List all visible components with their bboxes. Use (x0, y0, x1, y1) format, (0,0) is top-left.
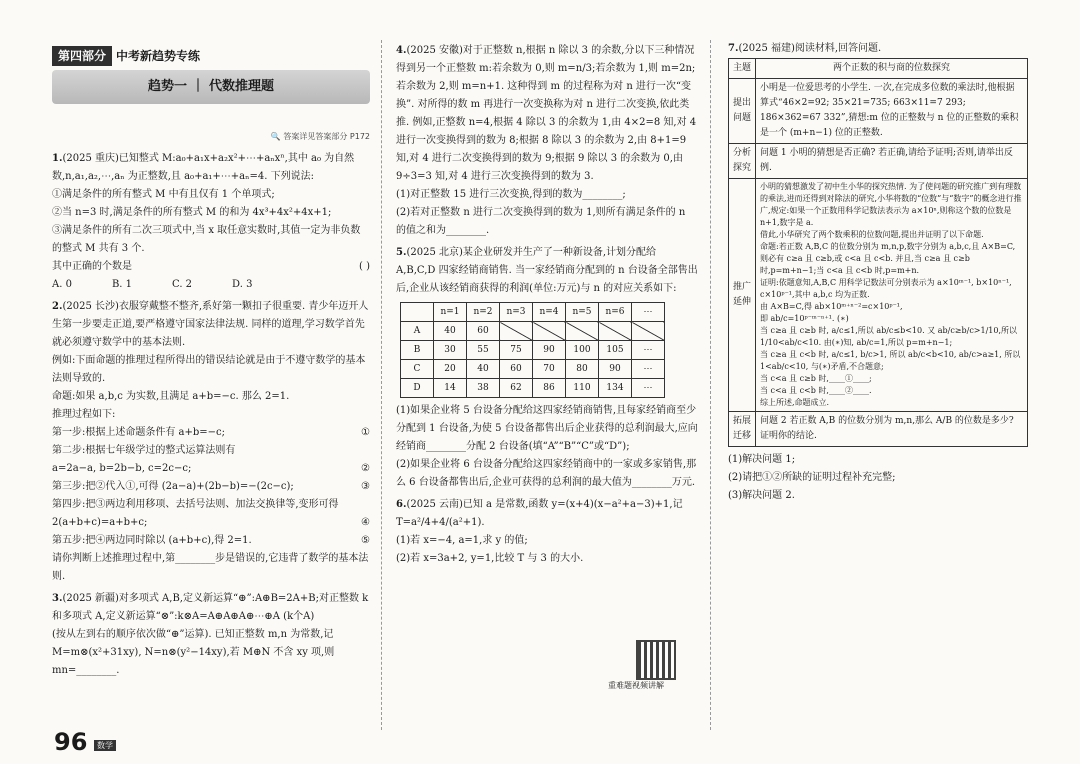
column-divider (381, 40, 382, 730)
question-1: 1.(2025 重庆)已知整式 M:a₀+a₁x+a₂x²+⋯+aₙxⁿ,其中 a₀ 为自然数,n,a₁,a₂,⋯,aₙ 为正整数,且 a₀+a₁+⋯+aₙ=4. 下列说法: ①满足条件的所有整式 M 中有且仅有 1 个单项式; ②当 n=3 时,满足条件的所有整式 M 的和为 4x³+4x²+4x+1; ③满足条件的所有二次三项式中,当 x 取任意实数时,其值一定为非负数的整式 M 共有 3 个. 其中正确的个数是 ( ) A. 0 B. 1 C. 2 D. 3 (52, 150, 370, 294)
part-title: 中考新趋势专练 (116, 49, 201, 63)
answer-reference: 🔍 答案详见答案部分 P172 (270, 132, 370, 141)
table-row: 提出问题 小明是一位爱思考的小学生. 一次,在完成多位数的乘法时,他根据算式“46×2=92; 35×21=735; 663×11=7 293; 186×362=67 332”,猜想:m 位的正整数与 n 位的正整数的乘积是一个 (m+n−1) 位的正整数. (729, 79, 1028, 144)
profit-table (400, 302, 665, 398)
table-row: A 40 60 (401, 322, 665, 341)
column-header: n=1 (434, 303, 467, 322)
table-row: 推广延伸 小明的猜想激发了初中生小华的探究热情. 为了使问题的研究推广到有理数的乘法,进而还得到对除法的研究,小华将数的“位数”与“数字”的概念进行推广,规定:如果一个正数用科学记数法表示为 a×10ⁿ,则称这个数的位数是 n+1,数字是 a. 借此,小华研究了两个数乘积的位数问题,提出并证明了以下命题. 命题:若正数 A,B,C 的位数分别为 m,n,p,数字分别为 a,b,c,且 A×B=C,则必有 c≥a 且 c≥b,或 c<a 且 c<b. 并且,当 c≥a 且 c≥b 时,p=m+n−1;当 c<a 且 c<b 时,p=m+n. 证明:依题意知,A,B,C 用科学记数法可分别表示为 a×10ᵐ⁻¹, b×10ⁿ⁻¹, c×10ᵖ⁻¹,其中 a,b,c 均为正数. 由 A×B=C,得 ab×10ᵐ⁺ⁿ⁻²=c×10ᵖ⁻¹, 即 ab/c=10ᵖ⁻ᵐ⁻ⁿ⁺¹. (∗) 当 c≥a 且 c≥b 时, a/c≤1,所以 ab/c≤b<10. 又 ab/c≥b/c>1/10,所以 1/10<ab/c<10. 由(∗)知, ab/c=1,所以 p=m+n−1; 当 c≥a 且 c<b 时, a/c≤1, b/c>1, 所以 ab/c<b<10, ab/c>a≥1, 所以 1<ab/c<10, 与(∗)矛盾,不合题意; 当 c<a 且 c≥b 时,____①____; 当 c<a 且 c<b 时,____②____. 综上所述,命题成立. (729, 179, 1028, 412)
column-header: n=3 (500, 303, 533, 322)
qr-caption: 重难题视频讲解 (608, 681, 664, 690)
table-row: C 20 40 60 70 80 90 ⋯ (401, 360, 665, 379)
column-header: n=2 (467, 303, 500, 322)
part-header (52, 46, 370, 66)
column-header: n=4 (533, 303, 566, 322)
reading-material-table (728, 58, 1028, 447)
column-header: n=6 (599, 303, 632, 322)
table-header-row (401, 303, 665, 322)
table-row: D 14 38 62 86 110 134 ⋯ (401, 379, 665, 398)
question-2: 2.(2025 长沙)衣服穿戴整不整齐,系好第一颗扣子很重要. 青少年迈开人生第一步要走正道,要严格遵守国家法律法规. 同样的道理,学习数学首先就必须遵守数学中的基本法则. 例如:下面命题的推理过程所得出的错误结论就是由于不遵守数学的基本法则导致的. 命题:如果 a,b,c 为实数,且满足 a+b=−c. 那么 2=1. 推理过程如下: 第一步:根据上述命题条件有 a+b=−c; ① 第二步:根据七年级学过的整式运算法则有 a=2a−a, b=2b−b, c=2c−c; ② 第三步:把②代入①,可得 (2a−a)+(2b−b)=−(2c−c); ③ 第四步:把③两边利用移项、去括号法则、加法交换律等,变形可得 2(a+b+c)=a+b+c; ④ 第五步:把④两边同时除以 (a+b+c),得 2=1. ⑤ 请你判断上述推理过程中,第________步是错误的,它违背了数学的基本法则. (52, 301, 370, 582)
column-header: ⋯ (632, 303, 665, 322)
qr-code-icon[interactable] (636, 640, 676, 680)
table-row: 主题 两个正数的积与商的位数探究 (729, 59, 1028, 79)
trend-title: 趋势一 ｜ 代数推理题 (52, 70, 370, 104)
question-6: 6.(2025 云南)已知 a 是常数,函数 y=(x+4)(x−a²+a−3)+1,记 T=a²/4+4/(a²+1). (1)若 x=−4, a=1,求 y 的值; (2)若 x=3a+2, y=1,比较 T 与 3 的大小. (396, 499, 683, 564)
column-header: n=5 (566, 303, 599, 322)
question-5: 5.(2025 北京)某企业研发并生产了一种新设备,计划分配给 A,B,C,D 四家经销商销售. 当一家经销商分配到的 n 台设备全部售出后,企业从该经销商获得的利润(单位:万元)与 n 的对应关系如下: n=1 n=2 n=3 n=4 n=5 n=6 ⋯ A 40 60 B 30 55 75 90 100 105 ⋯ C 20 40 60 70 80 90 ⋯ D 14 38 62 86 110 134 ⋯ (1)如果企业将 5 台设备分配给这四家经销商销售,且每家经销商至少分配到 1 台设备,为使 5 台设备都售出后企业获得的总利润最大,应向经销商________分配 2 台设备(填“A”“B”“C”或“D”); (2)如果企业将 6 台设备分配给这四家经销商中的一家或多家销售,那么 6 台设备都售出后,企业可获得的总利润的最大值为________万元. (396, 247, 698, 488)
question-3: 3.(2025 新疆)对多项式 A,B,定义新运算“⊕”:A⊕B=2A+B;对正整数 k 和多项式 A,定义新运算“⊗”:k⊗A=A⊕A⊕A⊕⋯⊕A (k个A) (按从左到右的顺序依次做“⊕”运算). 已知正整数 m,n 为常数,记 M=m⊗(x²+31xy), N=n⊗(y²−14xy),若 M⊕N 不含 xy 项,则 mn=________. (52, 593, 369, 676)
page-number: 96 (54, 728, 88, 756)
table-row: B 30 55 75 90 100 105 ⋯ (401, 341, 665, 360)
option-a: A. 0 (52, 279, 72, 290)
middle-column (396, 36, 698, 568)
subject-badge: 数学 (94, 740, 116, 751)
part-label: 第四部分 (52, 46, 112, 66)
option-b: B. 1 (111, 279, 133, 290)
section-banner (52, 46, 370, 124)
answer-options (52, 276, 370, 294)
question-4: 4.(2025 安徽)对于正整数 n,根据 n 除以 3 的余数,分以下三种情况得到另一个正整数 m:若余数为 0,则 m=n/3;若余数为 1,则 m=2n;若余数为 2,则 m=n+1. 这种得到 m 的过程称为对 n 进行一次“变换”. 对所得的数 m 再进行一次变换称为对 n 进行二次变换,依此类推. 例如,正整数 n=4,根据 4 除以 3 的余数为 1,由 4×2=8 知,对 4 进行一次变换得到的数为 8;根据 8 除以 3 的余数为 2,由 8+1=9 知,对 4 进行二次变换得到的数为 9;根据 9 除以 3 的余数为 0,由 9÷3=3 知,对 4 进行三次变换得到的数为 3. (1)对正整数 15 进行三次变换,得到的数为________; (2)若对正整数 n 进行二次变换得到的数为 1,则所有满足条件的 n 的值之和为________. (396, 45, 697, 236)
table-row: 拓展迁移 问题 2 若正数 A,B 的位数分别为 m,n,那么 A/B 的位数是多少? 证明你的结论. (729, 412, 1028, 447)
right-column (728, 36, 1028, 505)
option-c: C. 2 (172, 279, 193, 290)
option-d: D. 3 (232, 279, 253, 290)
table-row: 分析探究 问题 1 小明的猜想是否正确? 若正确,请给予证明;否则,请举出反例. (729, 144, 1028, 179)
left-column (52, 36, 370, 680)
column-divider (710, 40, 711, 730)
question-7: 7.(2025 福建)阅读材料,回答问题. 主题 两个正数的积与商的位数探究 提出问题 小明是一位爱思考的小学生. 一次,在完成多位数的乘法时,他根据算式“46×2=92; 35×21=735; 663×11=7 293; 186×362=67 332”,猜想:m 位的正整数与 n 位的正整数的乘积是一个 (m+n−1) 位的正整数. 分析探究 问题 1 小明的猜想是否正确? 若正确,请给予证明;否则,请举出反例. 推广延伸 小明的猜想激发了初中生小华的探究热情. 为了使问题的研究推广到有理数的乘法,进而还得到对除法的研究,小华将数的“位数”与“数字”的概念进行推广,规定:如果一个正数用科学记数法表示为 a×10ⁿ,则称这个数的位数是 n+1,数字是 a. 借此,小华研究了两个数乘积的位数问题,提出并证明了以下命题. 命题:若正数 A,B,C 的位数分别为 m,n,p,数字分别为 a,b,c,且 A×B=C,则必有 c≥a 且 c≥b,或 c<a 且 c<b. 并且,当 c≥a 且 c≥b 时,p=m+n−1;当 c<a 且 c<b 时,p=m+n. 证明:依题意知,A,B,C 用科学记数法可分别表示为 a×10ᵐ⁻¹, b×10ⁿ⁻¹, c×10ᵖ⁻¹,其中 a,b,c 均为正数. 由 A×B=C,得 ab×10ᵐ⁺ⁿ⁻²=c×10ᵖ⁻¹, 即 ab/c=10ᵖ⁻ᵐ⁻ⁿ⁺¹. (∗) 当 c≥a 且 c≥b 时, a/c≤1,所以 ab/c≤b<10. 又 ab/c≥b/c>1/10,所以 1/10<ab/c<10. 由(∗)知, ab/c=1,所以 p=m+n−1; 当 c≥a 且 c<b 时, a/c≤1, b/c>1, 所以 ab/c<b<10, ab/c>a≥1, 所以 1<ab/c<10, 与(∗)矛盾,不合题意; 当 c<a 且 c≥b 时,____①____; 当 c<a 且 c<b 时,____②____. 综上所述,命题成立. 拓展迁移 问题 2 若正数 A,B 的位数分别为 m,n,那么 A/B 的位数是多少? 证明你的结论. (1)解决问题 1; (2)请把①②所缺的证明过程补充完整; (3)解决问题 2. (728, 40, 1028, 505)
